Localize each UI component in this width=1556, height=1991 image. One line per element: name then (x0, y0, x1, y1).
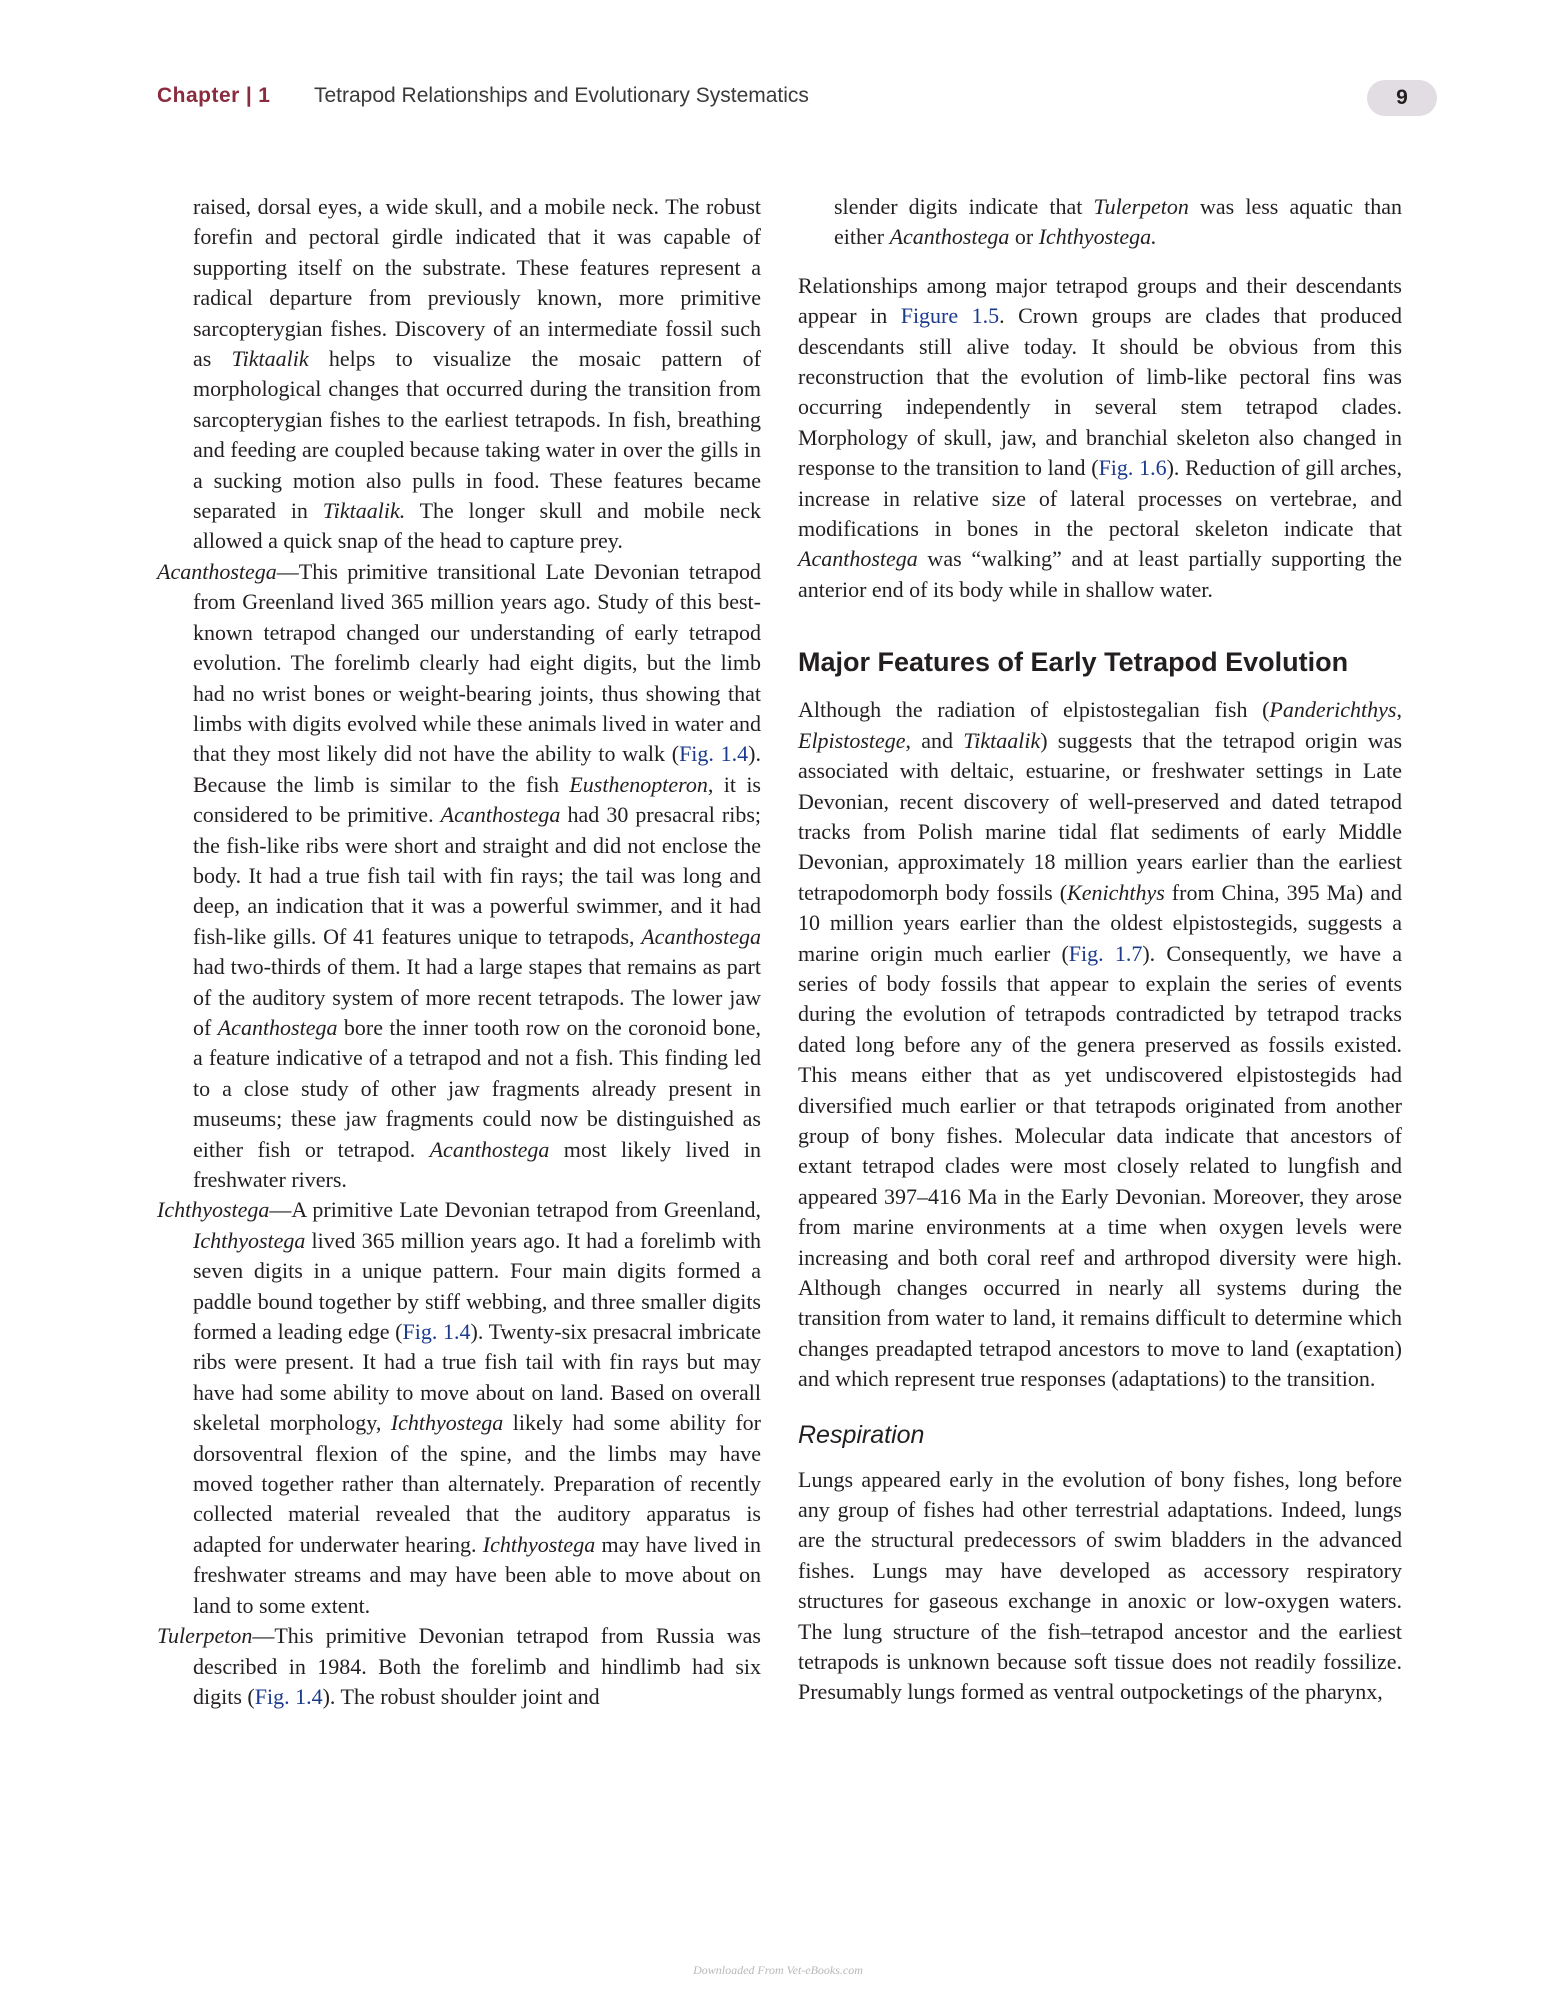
text-run: raised, dorsal eyes, a wide skull, and a mobile neck. The robust forefin and pectoral girdle indicated that it was capable of supporting itself on the substrate. These features represent a radical departure from previously known, more primitive sarcopterygian fishes. Discovery of an intermediate fossil such as (193, 194, 761, 372)
italic-term: Tulerpeton (157, 1623, 253, 1649)
entry-ichthyostega (157, 1195, 761, 1621)
figure-reference[interactable]: Fig. 1.4 (254, 1683, 323, 1709)
text-run: —This primitive Devonian tetrapod from Russia was described in 1984. Both the forelimb and hindlimb had six digits ( (193, 1623, 761, 1709)
text-run: or (1009, 224, 1039, 250)
text-run: , and (905, 727, 964, 753)
figure-reference[interactable]: Fig. 1.4 (679, 741, 749, 767)
paragraph-early-evolution (798, 695, 1402, 1394)
italic-term: Ichthyostega (390, 1410, 504, 1436)
italic-term: Ichthyostega. (1038, 224, 1157, 250)
italic-term: Acanthostega (798, 546, 918, 572)
italic-term: Tiktaalik (963, 727, 1041, 753)
italic-term: Elpistostege (798, 727, 906, 753)
figure-reference[interactable]: Figure 1.5 (900, 303, 1000, 329)
left-column (157, 192, 761, 1712)
text-run: ) suggests that the tetrapod origin was associated with deltaic, estuarine, or freshwater settings in Late Devonian, recent discovery of well-preserved and dated tetrapod tracks from Polish marine tidal flat sediments of early Middle Devonian, approximately 18 million years earlier than the earliest tetrapodomorph body fossils ( (798, 727, 1403, 905)
paragraph-tiktaalik-cont (157, 192, 761, 557)
right-column (798, 192, 1402, 1708)
italic-term: Acanthostega (429, 1136, 550, 1162)
text-run: Lungs appeared early in the evolution of bony fishes, long before any group of fishes had other terrestrial adaptations. Indeed, lungs are the structural predecessors of swim bladders in the advanced fishes. Lungs may have developed as accessory respiratory structures for gaseous exchange in anoxic or low-oxygen waters. The lung structure of the fish–tetrapod ancestor and the earliest tetrapods is unknown because soft tissue does not readily fossilize. Presumably lungs formed as ventral outpocketings of the pharynx, (798, 1466, 1402, 1705)
italic-term: Panderichthys (1269, 697, 1397, 723)
page-number: 9 (1367, 80, 1437, 116)
figure-reference[interactable]: Fig. 1.6 (1098, 455, 1167, 481)
text-run: ). Consequently, we have a series of body fossils that appear to explain the series of events during the evolution of tetrapods contradicted by tetrapod tracks dated long before any of the genera preserved as fossils existed. This means either that as yet undiscovered elpistostegids had diversified much earlier or that tetrapods originated from another group of bony fishes. Molecular data indicate that ancestors of extant tetrapod clades were most closely related to lungfish and appeared 397–416 Ma in the Early Devonian. Moreover, they arose from marine environments at a time when oxygen levels were increasing and both coral reef and arthropod diversity were high. Although changes occurred in nearly all systems during the transition from water to land, it remains difficult to determine which changes preadapted tetrapod ancestors to move to land (exaptation) and which represent true responses (adaptations) to the transition. (798, 940, 1402, 1392)
text-run: lived 365 million years ago. It had a forelimb with seven digits in a unique pattern. Four main digits formed a paddle bound together by stiff webbing, and three smaller digits formed a leading edge ( (193, 1227, 761, 1345)
download-watermark: Downloaded From Vet-eBooks.com (693, 1963, 863, 1977)
italic-term: Ichthyostega (157, 1197, 270, 1223)
text-run: , it is considered to be primitive. (193, 771, 761, 828)
entry-tulerpeton (157, 1621, 761, 1712)
text-run: —This primitive transitional Late Devonian tetrapod from Greenland lived 365 million years ago. Study of this best-known tetrapod changed our understanding of early tetrapod evolution. The forelimb clearly had eight digits, but the limb had no wrist bones or weight-bearing joints, thus showing that limbs with digits evolved while these animals lived in water and that they most likely did not have the ability to walk ( (193, 558, 761, 767)
section-heading: Major Features of Early Tetrapod Evolution (798, 647, 1349, 678)
text-run: . Crown groups are clades that produced descendants still alive today. It should be obvious from this reconstruction that the evolution of limb-like pectoral fins was occurring independently in several stem tetrapod clades. Morphology of skull, jaw, and branchial skeleton also changed in response to the transition to land ( (798, 303, 1402, 481)
paragraph-relationships (798, 271, 1402, 605)
paragraph-tulerpeton-cont (798, 192, 1402, 253)
italic-term: Ichthyostega (482, 1531, 596, 1557)
text-run: was less aquatic than either (834, 194, 1402, 250)
italic-term: Acanthostega (641, 923, 761, 949)
text-run: may have lived in freshwater streams and may have been able to move about on land to some extent. (193, 1531, 761, 1618)
italic-term: Ichthyostega (193, 1227, 306, 1253)
italic-term: Acanthostega (217, 1014, 338, 1040)
text-run: bore the inner tooth row on the coronoid bone, a feature indicative of a tetrapod and not a fish. This finding led to a close study of other jaw fragments already present in museums; these jaw fragments could now be distinguished as either fish or tetrapod. (193, 1014, 761, 1162)
running-header (157, 84, 1437, 124)
text-run: slender digits indicate that (834, 194, 1094, 219)
italic-term: Eusthenopteron (569, 771, 708, 797)
text-run: likely had some ability for dorsoventral flexion of the spine, and the limbs may have moved together rather than alternately. Preparation of recently collected material revealed that the auditory apparatus is adapted for underwater hearing. (193, 1410, 761, 1557)
figure-reference[interactable]: Fig. 1.7 (1068, 940, 1143, 966)
text-run: Relationships among major tetrapod groups and their descendants appear in (798, 272, 1402, 329)
italic-term: Acanthostega (889, 224, 1010, 250)
text-run: had 30 presacral ribs; the fish-like ribs were short and straight and did not enclose the body. It had a true fish tail with fin rays; the tail was long and deep, an indication that it was a powerful swimmer, and it had fish-like gills. Of 41 features unique to tetrapods, (193, 802, 762, 949)
text-run: The longer skull and mobile neck allowed a quick snap of the head to capture prey. (193, 498, 761, 554)
figure-reference[interactable]: Fig. 1.4 (402, 1319, 471, 1345)
text-run: Although the radiation of elpistostegalian fish ( (798, 697, 1270, 723)
italic-term: Tulerpeton (1093, 194, 1189, 219)
text-run: had two-thirds of them. It had a large stapes that remains as part of the auditory system of more recent tetrapods. The lower jaw of (193, 954, 761, 1040)
paragraph-respiration (798, 1465, 1402, 1708)
chapter-number: 1 (258, 84, 271, 107)
text-run: was “walking” and at least partially supporting the anterior end of its body while in shallow water. (798, 546, 1402, 602)
text-run: ). Twenty-six presacral imbricate ribs were present. It had a true fish tail with fin rays but may have had some ability to move about on land. Based on overall skeletal morphology, (193, 1319, 761, 1436)
subsection-heading: Respiration (798, 1420, 925, 1449)
italic-term: Tiktaalik (231, 346, 309, 372)
italic-term: Tiktaalik. (322, 498, 406, 524)
chapter-separator: | (245, 84, 253, 107)
text-run: ). Because the limb is similar to the fish (193, 741, 761, 797)
text-run: ). Reduction of gill arches, increase in relative size of lateral processes on vertebrae, and modifications in bones in the pectoral skeleton indicate that (798, 455, 1402, 542)
italic-term: Acanthostega (157, 558, 277, 584)
text-run: most likely lived in freshwater rivers. (193, 1136, 761, 1192)
text-run: helps to visualize the mosaic pattern of morphological changes that occurred during the transition from sarcopterygian fishes to the earliest tetrapods. In fish, breathing and feeding are coupled because taking water in over the gills in a sucking motion also pulls in food. These features became separated in (193, 346, 762, 524)
text-run: from China, 395 Ma) and 10 million years earlier than the oldest elpistostegids, suggests a marine origin much earlier ( (798, 879, 1402, 966)
text-run: ). The robust shoulder joint and (322, 1683, 600, 1709)
text-run: —A primitive Late Devonian tetrapod from Greenland, (269, 1197, 761, 1223)
chapter-label: Chapter | 1 (157, 84, 271, 107)
entry-acanthostega (157, 557, 761, 1196)
text-run: , (1396, 697, 1402, 723)
italic-term: Kenichthys (1067, 879, 1165, 905)
chapter-title: Tetrapod Relationships and Evolutionary Systematics (314, 84, 809, 107)
italic-term: Acanthostega (440, 802, 561, 828)
